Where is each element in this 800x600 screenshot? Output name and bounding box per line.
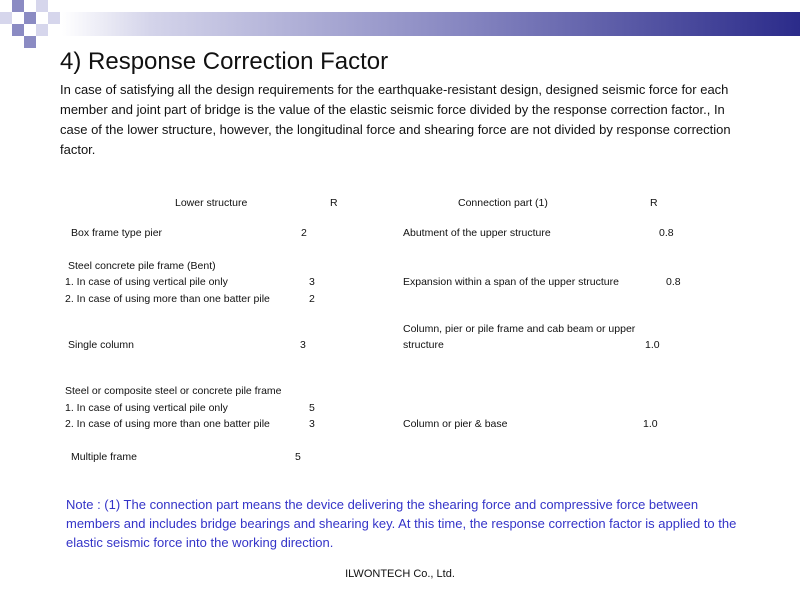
header-r-right: R xyxy=(650,197,658,209)
decor-square xyxy=(48,12,60,24)
header-gradient-bar xyxy=(62,12,800,36)
decor-square xyxy=(24,36,36,48)
conn-column-base-label: Column or pier & base xyxy=(403,418,508,430)
slide-title: 4) Response Correction Factor xyxy=(60,48,389,75)
conn-abutment-label: Abutment of the upper structure xyxy=(403,227,551,239)
lower-steel-pile-title: Steel concrete pile frame (Bent) xyxy=(68,260,216,272)
lower-single-column-r: 3 xyxy=(300,339,306,351)
conn-expansion-r: 0.8 xyxy=(666,276,681,288)
lower-composite-2-r: 3 xyxy=(309,418,315,430)
lower-single-column-label: Single column xyxy=(68,339,134,351)
decor-square xyxy=(0,12,12,24)
company-footer: ILWONTECH Co., Ltd. xyxy=(345,568,455,580)
header-connection-part: Connection part (1) xyxy=(458,197,548,209)
conn-column-cab-label-line1: Column, pier or pile frame and cab beam or upper xyxy=(403,323,636,335)
lower-steel-pile-1-label: 1. In case of using vertical pile only xyxy=(65,276,228,288)
conn-expansion-label: Expansion within a span of the upper structure xyxy=(403,276,619,288)
conn-abutment-r: 0.8 xyxy=(659,227,674,239)
conn-column-cab-label-line2: structure xyxy=(403,339,444,351)
decor-square xyxy=(12,24,24,36)
lower-box-frame-label: Box frame type pier xyxy=(71,227,163,239)
conn-column-base-r: 1.0 xyxy=(643,418,658,430)
header-r-left: R xyxy=(330,197,338,209)
intro-paragraph: In case of satisfying all the design requirements for the earthquake-resistant design, designed seismic force for each member and joint part of bridge is the value of the elastic seismic force divided by the response correction factor., In case of the lower structure, however, the longitudinal force and shearing force are not divided by response correction factor. xyxy=(60,82,731,157)
lower-steel-pile-2-label: 2. In case of using more than one batter pile xyxy=(65,293,270,305)
conn-column-cab-r: 1.0 xyxy=(645,339,660,351)
footnote: Note : (1) The connection part means the device delivering the shearing force and compressive force between members and includes bridge bearings and shearing key. At this time, the response correction factor is applied to the elastic seismic force into the working direction. xyxy=(66,497,737,550)
lower-composite-1-label: 1. In case of using vertical pile only xyxy=(65,402,228,414)
lower-multiple-frame-r: 5 xyxy=(295,451,301,463)
lower-composite-title: Steel or composite steel or concrete pile frame xyxy=(65,385,282,397)
lower-box-frame-r: 2 xyxy=(301,227,307,239)
decor-square xyxy=(12,0,24,12)
lower-composite-1-r: 5 xyxy=(309,402,315,414)
decor-square xyxy=(36,24,48,36)
lower-multiple-frame-label: Multiple frame xyxy=(71,451,137,463)
lower-steel-pile-2-r: 2 xyxy=(309,293,315,305)
decor-square xyxy=(24,12,36,24)
header-lower-structure: Lower structure xyxy=(175,197,248,209)
decor-square xyxy=(36,0,48,12)
lower-steel-pile-1-r: 3 xyxy=(309,276,315,288)
lower-composite-2-label: 2. In case of using more than one batter pile xyxy=(65,418,270,430)
